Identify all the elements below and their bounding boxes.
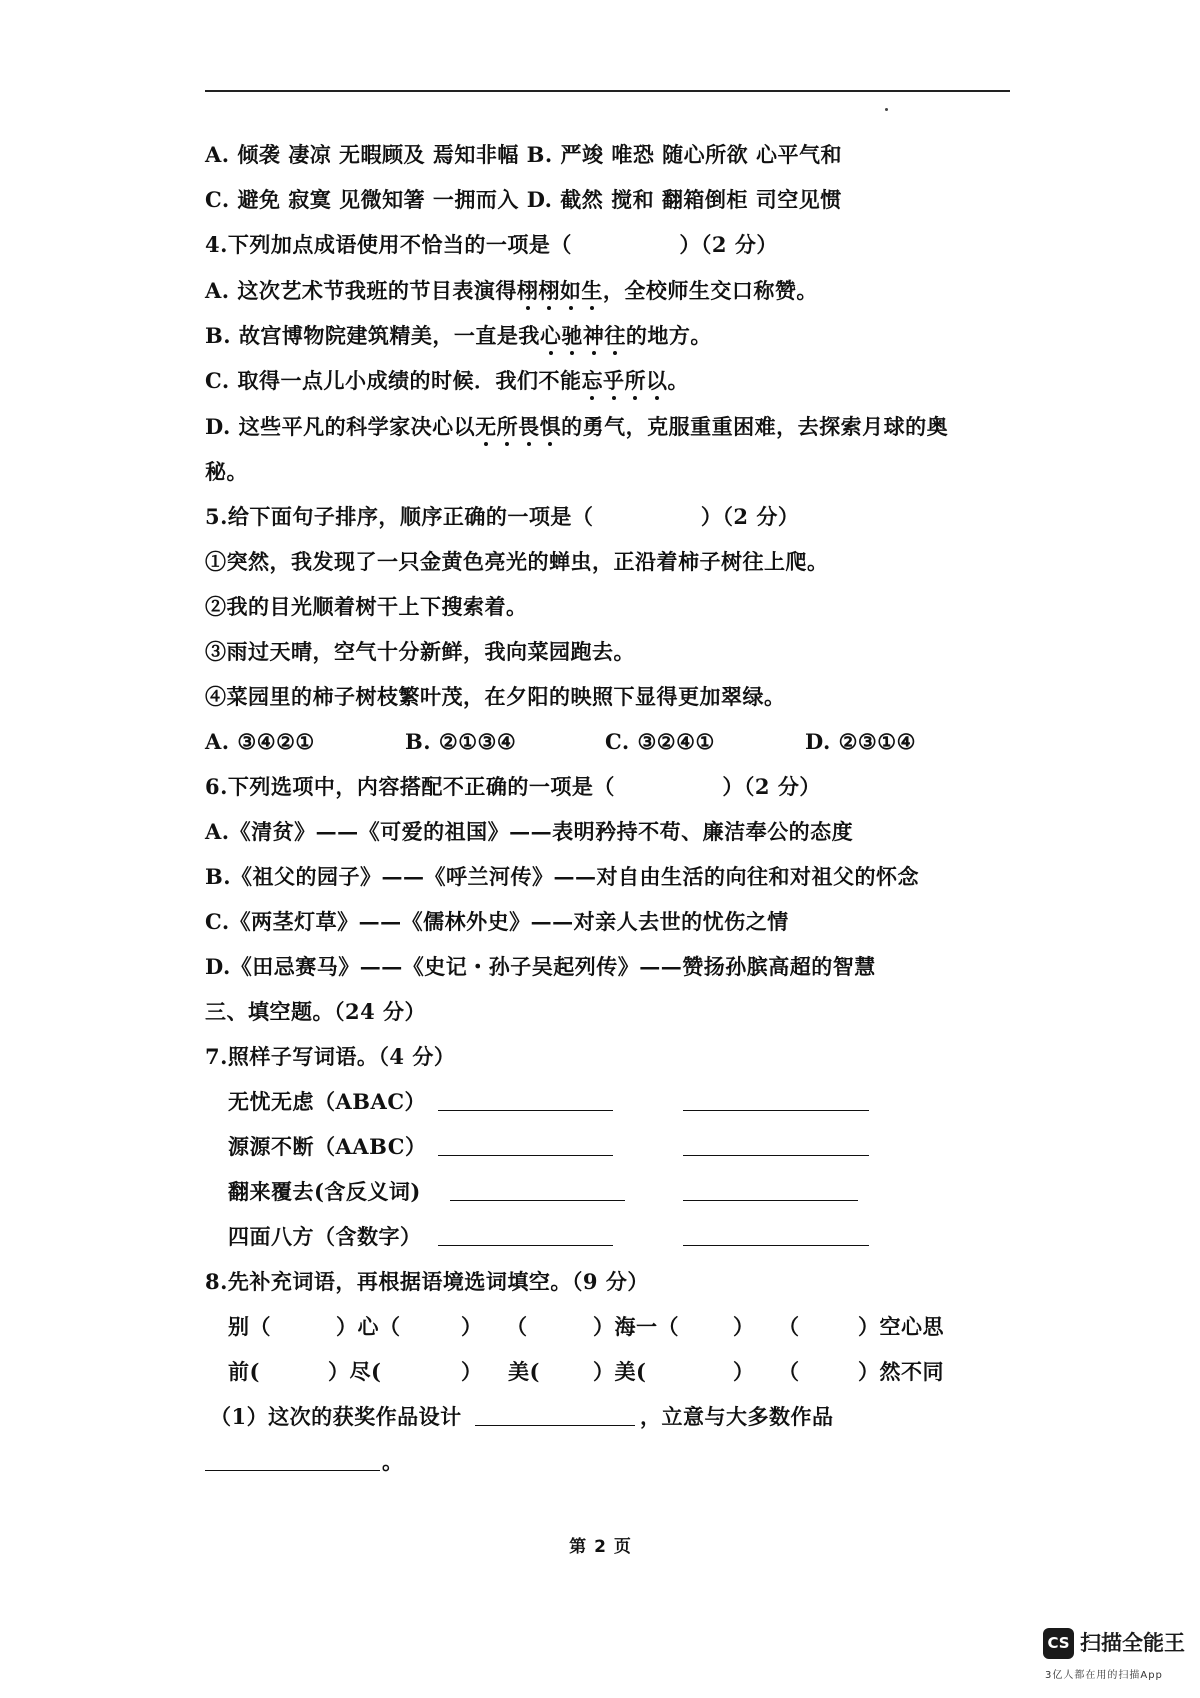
q8-sub-1-blank-1[interactable]: [475, 1403, 635, 1426]
q6-option-d: D.《田忌赛马》——《史记・孙子吴起列传》——赞扬孙膑高超的智慧: [205, 954, 876, 979]
footer-suffix: 页: [613, 1537, 631, 1557]
q8-idiom-row-1: [228, 1312, 968, 1342]
emphasis-char: 栩: [517, 276, 539, 306]
q4-b-text-end: 的地方。: [625, 323, 712, 348]
q7-row-3-blank-2[interactable]: [683, 1178, 858, 1201]
q5-sentence-2: ②我的目光顺着树干上下搜索着。: [205, 594, 528, 619]
footer-prefix: 第: [569, 1537, 587, 1557]
q4-option-c: [205, 366, 689, 396]
q6-option-b: B.《祖父的园子》——《呼兰河传》——对自由生活的向往和对祖父的怀念: [205, 864, 920, 889]
q7-row-4-blank-1[interactable]: [438, 1223, 613, 1246]
q7-stem: 7.照样子写词语。（4 分）: [205, 1044, 456, 1069]
q8-r1-seg: ）空心思: [858, 1314, 944, 1339]
q5-option-a: A. ③④②①: [205, 729, 315, 754]
q8-r1-seg: ）心（: [336, 1314, 401, 1339]
q4-b-text: B. 故宫博物院建筑精美，一直是我: [205, 323, 540, 348]
q7-row-2-blank-2[interactable]: [683, 1133, 869, 1156]
emphasis-char: 生: [581, 276, 603, 306]
q4-a-text-end: ，全校师生交口称赞。: [602, 278, 818, 303]
q4-option-d-cont: 秘。: [205, 459, 248, 484]
q8-r2-seg: （: [778, 1359, 800, 1384]
q5-option-b: B. ②①③④: [405, 729, 517, 754]
watermark-tagline: 3亿人都在用的扫描App: [1045, 1670, 1163, 1681]
emphasis-char: 心: [540, 321, 562, 351]
emphasis-char: 栩: [538, 276, 560, 306]
q5-options: [205, 727, 965, 757]
emphasis-char: 所: [497, 412, 519, 442]
q8-r2-seg: ）: [733, 1359, 755, 1384]
q8-r1-seg: ）: [461, 1314, 483, 1339]
emphasis-char: 忘: [581, 366, 603, 396]
emphasis-char: 乎: [603, 366, 625, 396]
q8-r1-seg: ）: [733, 1314, 755, 1339]
section-3-heading: 三、填空题。（24 分）: [205, 999, 427, 1024]
q7-row-3-blank-1[interactable]: [450, 1178, 625, 1201]
q4-d-text: D. 这些平凡的科学家决心以: [205, 414, 476, 439]
q5-sentence-1: ①突然，我发现了一只金黄色亮光的蝉虫，正沿着柿子树往上爬。: [205, 549, 829, 574]
emphasis-char: 惧: [540, 412, 562, 442]
q8-sub-1-start: （1）这次的获奖作品设计: [210, 1404, 462, 1429]
page-footer: [0, 1532, 1200, 1557]
emphasis-char: 以: [646, 366, 668, 396]
scan-speck: [885, 108, 888, 111]
q8-idiom-row-2: [228, 1357, 968, 1387]
q4-stem: 4.下列加点成语使用不恰当的一项是（ ）（2 分）: [205, 232, 778, 257]
q8-r2-seg: ）尽(: [328, 1359, 382, 1384]
q6-option-a: A.《清贫》——《可爱的祖国》——表明矜持不苟、廉洁奉公的态度: [205, 819, 854, 844]
camscanner-logo-icon: CS: [1043, 1628, 1074, 1659]
q8-sub-1-blank-2[interactable]: [205, 1448, 380, 1471]
q5-stem: 5.给下面句子排序，顺序正确的一项是（ ）（2 分）: [205, 504, 800, 529]
q8-r1-seg: ）海一（: [593, 1314, 679, 1339]
q8-r2-seg: 美(: [508, 1359, 540, 1384]
q5-option-d: D. ②③①④: [805, 729, 916, 754]
q8-r1-seg: （: [778, 1314, 800, 1339]
page-number: 2: [594, 1537, 606, 1557]
q6-stem: 6.下列选项中，内容搭配不正确的一项是（ ）（2 分）: [205, 774, 821, 799]
q7-row-4-label: 四面八方（含数字）: [228, 1224, 422, 1249]
q5-sentence-3: ③雨过天晴，空气十分新鲜，我向菜园跑去。: [205, 639, 635, 664]
q7-row-1-label: 无忧无虑（ABAC）: [228, 1089, 427, 1114]
q7-row-1-blank-2[interactable]: [683, 1088, 869, 1111]
emphasis-char: 往: [604, 321, 626, 351]
q4-option-d: [205, 412, 948, 442]
q4-d-text-end: 的勇气，克服重重困难，去探索月球的奥: [561, 414, 949, 439]
q7-row-2-label: 源源不断（AABC）: [228, 1134, 427, 1159]
q4-c-text: C. 取得一点儿小成绩的时候．我们不能: [205, 368, 582, 393]
q5-sentence-4: ④菜园里的柿子树枝繁叶茂，在夕阳的映照下显得更加翠绿。: [205, 684, 786, 709]
q8-stem: 8.先补充词语，再根据语境选词填空。（9 分）: [205, 1269, 649, 1294]
scanner-watermark: [1043, 1628, 1193, 1688]
q4-a-text: A. 这次艺术节我班的节目表演得: [205, 278, 517, 303]
q7-row-4-blank-2[interactable]: [683, 1223, 869, 1246]
q8-r2-seg: ）: [461, 1359, 483, 1384]
q7-row-1-blank-1[interactable]: [438, 1088, 613, 1111]
top-rule: [205, 90, 1010, 92]
emphasis-char: 所: [624, 366, 646, 396]
q4-option-b: [205, 321, 712, 351]
q8-sub-1-middle: ，立意与大多数作品: [640, 1404, 834, 1429]
q8-r1-seg: 别（: [228, 1314, 271, 1339]
emphasis-char: 畏: [518, 412, 540, 442]
q7-row-3-label: 翻来覆去(含反义词): [228, 1179, 421, 1204]
emphasis-char: 神: [583, 321, 605, 351]
q8-r2-seg: ）然不同: [858, 1359, 944, 1384]
q6-option-c: C.《两茎灯草》——《儒林外史》——对亲人去世的忧伤之情: [205, 909, 789, 934]
emphasis-char: 如: [560, 276, 582, 306]
emphasis-char: 无: [475, 412, 497, 442]
watermark-app-name: 扫描全能王: [1080, 1631, 1185, 1655]
q8-r2-seg: 前(: [228, 1359, 260, 1384]
q8-r2-seg: ）美(: [593, 1359, 647, 1384]
q3-options-ab: A. 倾袭 凄凉 无暇顾及 焉知非幅 B. 严竣 唯恐 随心所欲 心平气和: [205, 142, 842, 167]
q4-c-text-end: 。: [667, 368, 689, 393]
q4-option-a: [205, 276, 818, 306]
q5-option-c: C. ③②④①: [605, 729, 715, 754]
q3-options-cd: C. 避免 寂寞 见微知箸 一拥而入 D. 截然 搅和 翻箱倒柜 司空见惯: [205, 187, 842, 212]
q7-row-2-blank-1[interactable]: [438, 1133, 613, 1156]
q8-r1-seg: （: [506, 1314, 528, 1339]
q8-sub-1-end: 。: [382, 1449, 404, 1474]
emphasis-char: 驰: [561, 321, 583, 351]
